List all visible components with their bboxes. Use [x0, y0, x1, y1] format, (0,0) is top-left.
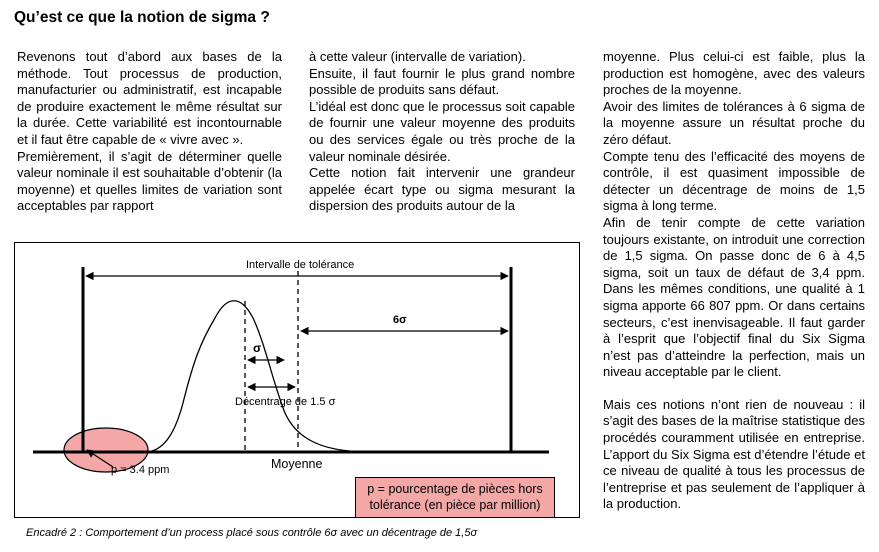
- sigma-label: σ: [253, 341, 262, 355]
- paragraph: Cette notion fait intervenir une grandeur appelée écart type ou sigma mesurant la dispersion des produits autour de la: [309, 165, 575, 214]
- moyenne-label: Moyenne: [271, 457, 323, 471]
- bell-curve: [152, 301, 350, 451]
- paragraph: Ensuite, il faut fournir le plus grand nombre possible de produits sans défaut.: [309, 65, 575, 98]
- paragraph: Mais ces notions n’ont rien de nouveau : il s’agit des bases de la maîtrise statistique des procédés couramment utilisée en entreprise. L’apport du Six Sigma est d’étendre l’étude et ce niveau de qualité à tous les processus de l’entreprise et pas seulement de l’appliquer à la production.: [603, 396, 865, 512]
- paragraph: Compte tenu des l’efficacité des moyens de contrôle, il est quasiment impossible de détecter un décentrage de moins de 1,5 sigma à long terme.: [603, 148, 865, 214]
- paragraph: Afin de tenir compte de cette variation toujours existante, on introduit une correction de 1,5 sigma. On passe donc de 6 à 4,5 sigma, soit un taux de défaut de 3,4 ppm. Dans les mêmes conditions, une qualité à 1 sigma apporte 66 807 ppm. Or dans certains secteurs, c’est inenvisageable. Il faut garder à l’esprit que l’objectif final du Six Sigma n’est pas d’atteindre la perfection, mais un niveau acceptable par le client.: [603, 214, 865, 380]
- text-column-1: [17, 49, 282, 215]
- six-sigma-label: 6σ: [393, 314, 407, 326]
- paragraph: Revenons tout d’abord aux bases de la méthode. Tout processus de production, manufacturier ou administratif, est incapable de produire exactement le même résultat sur la durée. Cette variabilité est incontournable et il faut être capable de « vivre avec ».: [17, 49, 282, 147]
- legend-line-2: tolérance (en pièce par million): [369, 498, 541, 512]
- sigma-diagram: [14, 242, 580, 518]
- paragraph: Premièrement, il s’agit de déterminer quelle valeur nominale il est souhaitable d’obtenir (la moyenne) et quelles limites de variation sont acceptables par rapport: [17, 148, 282, 214]
- legend-line-1: p = pourcentage de pièces hors: [367, 482, 543, 496]
- paragraph: Avoir des limites de tolérances à 6 sigma de la moyenne assure un résultat proche du zéro défaut.: [603, 98, 865, 147]
- decentrage-label: Décentrage de 1.5 σ: [235, 396, 336, 408]
- legend-box: [355, 477, 555, 518]
- text-column-2: [309, 49, 575, 215]
- paragraph: à cette valeur (intervalle de variation).: [309, 49, 526, 64]
- paragraph: L’idéal est donc que le processus soit capable de fournir une valeur moyenne des produits ou des services égale ou très proche de la valeur nominale désirée.: [309, 98, 575, 164]
- tolerance-interval-label: Intervalle de tolérance: [246, 259, 355, 271]
- page-title: Qu’est ce que la notion de sigma ?: [14, 9, 270, 26]
- text-column-3: [603, 49, 865, 513]
- paragraph: moyenne. Plus celui-ci est faible, plus la production est homogène, avec des valeurs proches de la moyenne.: [603, 49, 865, 98]
- paragraph-gap: [603, 381, 865, 397]
- figure-caption: Encadré 2 : Comportement d’un process placé sous contrôle 6σ avec un décentrage de 1,5σ: [26, 527, 478, 539]
- ppm-label: p = 3.4 ppm: [111, 464, 170, 476]
